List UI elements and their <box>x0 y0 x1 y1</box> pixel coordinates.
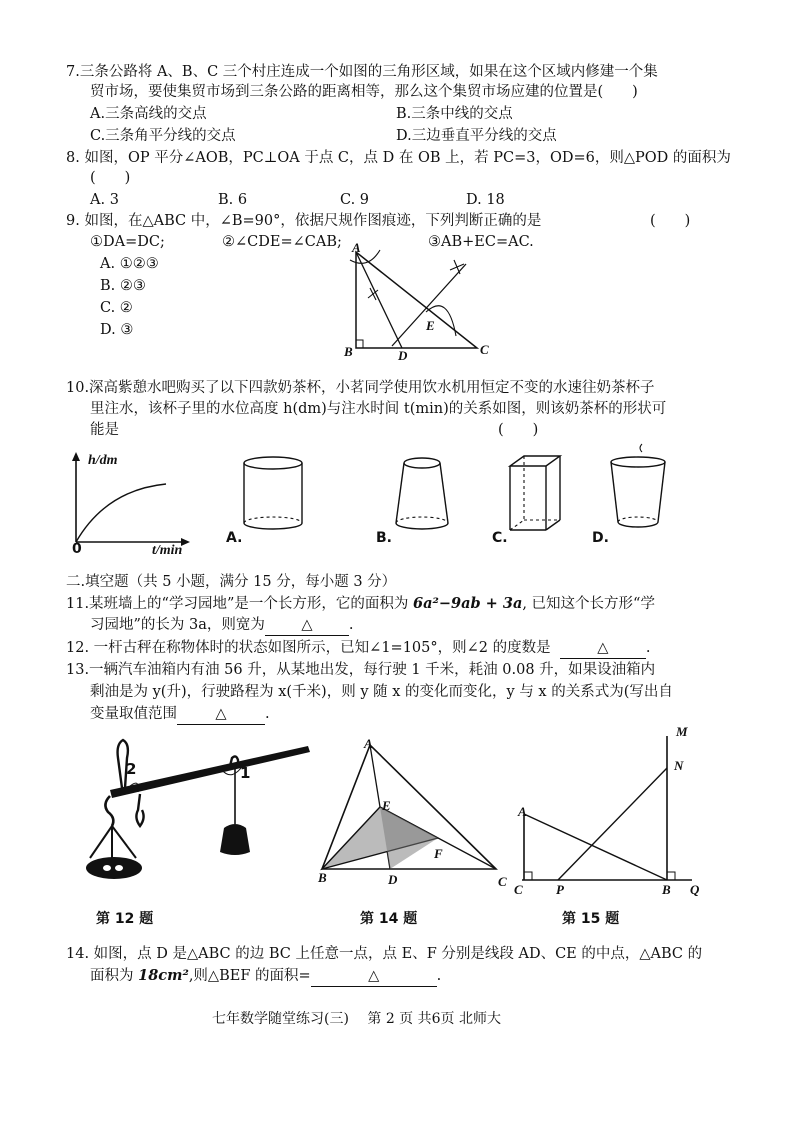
q14-triangle-figure <box>310 735 510 883</box>
q11-expression: 6a²−9ab + 3a <box>413 595 523 612</box>
q9-paren: ( ) <box>650 213 691 229</box>
q11-text-b: , 已知这个长方形“学 <box>522 596 655 612</box>
q14-answer-blank[interactable]: △ <box>311 966 437 987</box>
q12-label-angle-1: 1 <box>240 764 251 782</box>
q15-label-n: N <box>674 758 684 773</box>
cup-a-cylinder <box>238 455 308 535</box>
q15-label-q: Q <box>690 882 700 897</box>
q14-label-d: D <box>388 872 398 887</box>
q12-text: 12. 一杆古秤在称物体时的状态如图所示，已知∠1=105°，则∠2 的度数是 <box>66 640 551 656</box>
q9-option-c: C. ② <box>100 300 133 316</box>
q11-text-c: 习园地”的长为 3a，则宽为 <box>90 617 265 633</box>
q7-option-b: B.三条中线的交点 <box>396 106 513 122</box>
q9-statement-3: ③AB+EC=AC. <box>428 234 534 250</box>
q15-label-a: A <box>518 804 527 819</box>
q9-statement-2: ②∠CDE=∠CAB; <box>222 234 342 250</box>
cup-d-label: D. <box>592 530 609 546</box>
cup-b-tapered <box>392 455 452 535</box>
q12-label-angle-2: 2 <box>126 760 137 778</box>
q7-option-d: D.三边垂直平分线的交点 <box>396 128 557 144</box>
q14-caption: 第 14 题 <box>360 911 418 927</box>
q15-label-c: C <box>514 882 523 897</box>
q10-origin-label: 0 <box>72 541 82 557</box>
q13-answer-blank[interactable]: △ <box>177 704 265 725</box>
q11-answer-blank[interactable]: △ <box>265 615 349 636</box>
q10-line3: 能是 <box>90 422 119 438</box>
q10-y-axis-label: h/dm <box>88 453 118 468</box>
q14-text-a: 面积为 <box>90 968 139 984</box>
q9-option-d: D. ③ <box>100 322 134 338</box>
q15-label-b: B <box>662 882 671 897</box>
q9-label-d: D <box>398 348 408 363</box>
q7-option-a: A.三条高线的交点 <box>90 106 207 122</box>
q9-option-a: A. ①②③ <box>100 256 159 272</box>
q9-label-e: E <box>426 318 435 333</box>
cup-b-label: B. <box>376 530 392 546</box>
q12-caption: 第 12 题 <box>96 911 154 927</box>
cup-c-label: C. <box>492 530 508 546</box>
q14-area: 18cm² <box>138 967 189 984</box>
q14-label-f: F <box>434 846 443 861</box>
q14-text-b: ,则△BEF 的面积= <box>188 968 311 984</box>
q13-line2: 剩油是为 y(升)，行驶路程为 x(千米)，则 y 随 x 的变化而变化，y 与 x 的关系式为(写出自 <box>90 684 673 700</box>
q11-line2 <box>90 615 354 636</box>
q7-line2: 贸市场，要使集贸市场到三条公路的距离相等，那么这个集贸市场应建的位置是( ) <box>90 84 638 100</box>
q14-label-b: B <box>318 870 327 885</box>
cup-d-flared <box>606 442 670 534</box>
q9-statement-1: ①DA=DC; <box>90 234 165 250</box>
q15-label-p: P <box>556 882 564 897</box>
q8-option-b: B. 6 <box>218 192 248 208</box>
q8-paren: ( ) <box>90 170 131 186</box>
q11-period: . <box>348 617 354 633</box>
q10-paren: ( ) <box>498 422 539 438</box>
q15-label-m: M <box>676 724 688 739</box>
q9-label-a: A <box>352 240 361 255</box>
q7-option-c: C.三条角平分线的交点 <box>90 128 236 144</box>
q13-period: . <box>265 706 270 722</box>
q7-line1: 7.三条公路将 A、B、C 三个村庄连成一个如图的三角形区域，如果在这个区域内修建一个集 <box>66 64 658 80</box>
q12-steelyard-figure <box>80 738 315 898</box>
q14-line1: 14. 如图，点 D 是△ABC 的边 BC 上任意一点，点 E、F 分别是线段 AD、CE 的中点，△ABC 的 <box>66 946 703 962</box>
cup-c-prism <box>504 452 568 536</box>
q14-line2 <box>90 966 441 987</box>
q14-label-a: A <box>364 736 373 751</box>
q14-label-e: E <box>382 798 391 813</box>
q10-line2: 里注水，该杯子里的水位高度 h(dm)与注水时间 t(min)的关系如图，则该奶茶杯的形状可 <box>90 401 667 417</box>
q8-option-c: C. 9 <box>340 192 370 208</box>
q8-option-a: A. 3 <box>90 192 119 208</box>
q13-line1: 13.一辆汽车油箱内有油 56 升，从某地出发，每行驶 1 千米，耗油 0.08 升，如果设油箱内 <box>66 662 656 678</box>
q11-text-a: 11.某班墙上的“学习园地”是一个长方形，它的面积为 <box>66 596 413 612</box>
page-footer: 七年数学随堂练习(三) 第 2 页 共6页 北师大 <box>212 1011 501 1027</box>
q12-period: . <box>645 640 651 656</box>
q13-line3 <box>90 704 270 725</box>
q9-option-b: B. ②③ <box>100 278 146 294</box>
q15-figure <box>512 730 712 890</box>
cup-a-label: A. <box>226 530 243 546</box>
q9-label-b: B <box>344 344 353 359</box>
q13-text: 变量取值范围 <box>90 706 177 722</box>
q12-answer-blank[interactable]: △ <box>560 638 646 659</box>
q11-line1 <box>66 594 655 614</box>
q15-caption: 第 15 题 <box>562 911 620 927</box>
q9-line1: 9. 如图，在△ABC 中，∠B=90°，依据尺规作图痕迹，下列判断正确的是 <box>66 213 542 229</box>
q8-option-d: D. 18 <box>466 192 505 208</box>
q10-x-axis-label: t/min <box>152 543 183 558</box>
q9-triangle-figure <box>340 240 500 365</box>
q14-label-c: C <box>498 874 507 889</box>
q10-line1: 10.深高紫憩水吧购买了以下四款奶茶杯，小茗同学使用饮水机用恒定不变的水速往奶茶杯子 <box>66 380 655 396</box>
q10-graph <box>66 450 196 550</box>
q8-line1: 8. 如图，OP 平分∠AOB，PC⊥OA 于点 C，点 D 在 OB 上，若 PC=3，OD=6，则△POD 的面积为 <box>66 150 731 166</box>
q14-period: . <box>436 968 442 984</box>
q12-line <box>66 638 650 659</box>
section-2-heading: 二.填空题（共 5 小题，满分 15 分，每小题 3 分） <box>66 574 397 590</box>
q9-label-c: C <box>480 342 489 357</box>
